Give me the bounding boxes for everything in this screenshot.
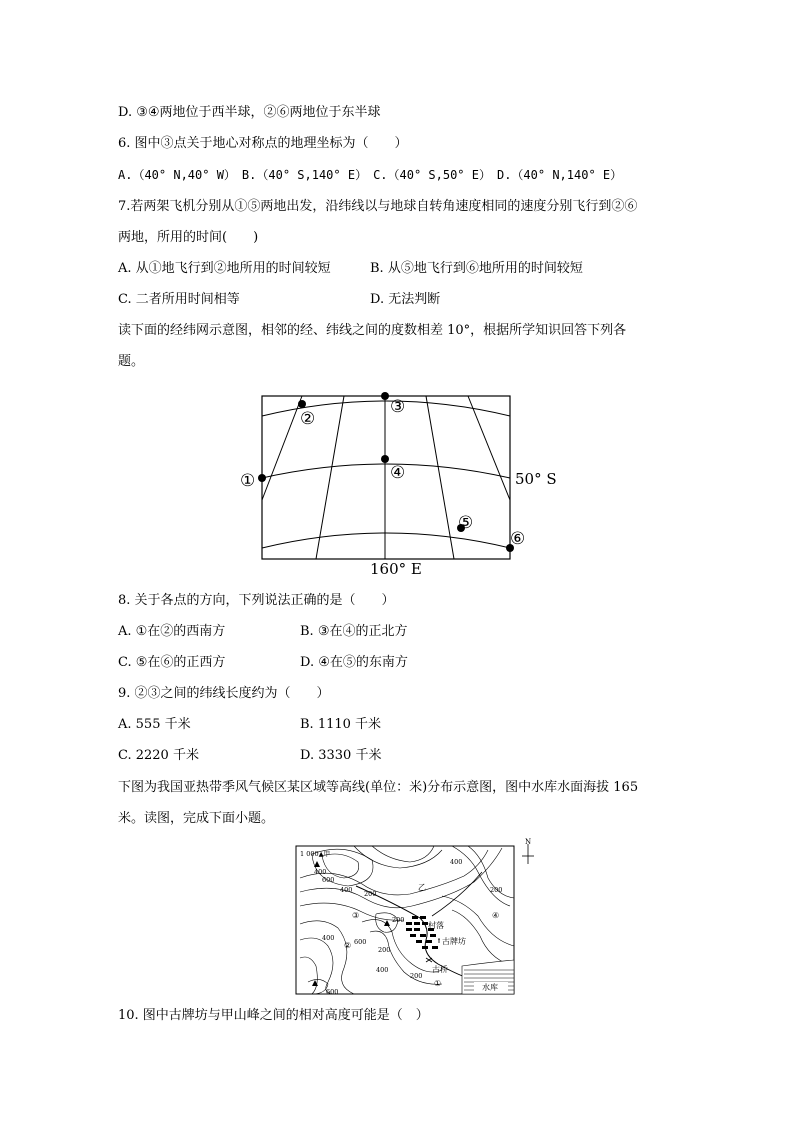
- contour-label-600-c: 600: [326, 988, 339, 996]
- num-4-label: ④: [492, 911, 500, 920]
- label-point-4: ④: [390, 463, 406, 483]
- q9-option-a: A. 555 千米: [118, 717, 191, 732]
- num-2-label: ②: [344, 941, 352, 950]
- contour-label-400-e: 400: [376, 966, 389, 974]
- contour-intro-line2: 米。读图，完成下面小题。: [118, 811, 275, 826]
- contour-label-400-a: 400: [314, 868, 327, 876]
- q5-option-d: D. ③④两地位于西半球，②⑥两地位于东半球: [118, 105, 381, 120]
- label-50s: 50° S: [515, 470, 557, 488]
- q8-option-c: C. ⑤在⑥的正西方: [118, 655, 226, 670]
- contour-label-200-e: 200: [410, 972, 423, 980]
- contour-label-200-a: 200: [364, 890, 377, 898]
- q8-option-d: D. ④在⑤的东南方: [300, 655, 408, 670]
- label-160e: 160° E: [370, 560, 422, 578]
- contour-map: [292, 836, 544, 998]
- contour-label-400-c: 400: [450, 858, 463, 866]
- q7-option-b: B. 从⑤地飞行到⑥地所用的时间较短: [370, 261, 583, 276]
- reservoir-label: 水库: [482, 983, 498, 992]
- grid-intro-line1: 读下面的经纬网示意图，相邻的经、纬线之间的度数相差 10°，根据所学知识回答下列各: [118, 323, 627, 338]
- num-3-label: ③: [352, 911, 360, 920]
- north-label: N: [525, 838, 532, 846]
- contour-label-600-a: 600: [322, 876, 335, 884]
- point-4: [381, 455, 389, 463]
- point-1: [258, 474, 266, 482]
- point-2: [298, 400, 306, 408]
- q9-stem: 9. ②③之间的纬线长度约为（ ）: [118, 686, 330, 701]
- q10-stem: 10. 图中古牌坊与甲山峰之间的相对高度可能是（ ）: [118, 1008, 429, 1023]
- q7-option-d: D. 无法判断: [370, 292, 441, 307]
- bridge-label: 古桥: [432, 965, 448, 974]
- contour-label-200-d: 200: [378, 946, 391, 954]
- label-point-5: ⑤: [458, 513, 474, 533]
- q7-stem-line2: 两地，所用的时间( ): [118, 230, 259, 245]
- meridian-2: [316, 396, 344, 559]
- contour-label-200-c: 200: [392, 916, 405, 924]
- grid-intro-line2: 题。: [118, 354, 145, 369]
- q7-option-c: C. 二者所用时间相等: [118, 292, 240, 307]
- yi-label: 乙: [418, 883, 426, 892]
- parallel-bottom: [262, 533, 510, 548]
- contour-label-200-b: 200: [490, 886, 503, 894]
- q7-stem-line1: 7.若两架飞机分别从①⑤两地出发，沿纬线以与地球自转角速度相同的速度分别飞行到②⑥: [118, 199, 638, 214]
- label-point-6: ⑥: [510, 529, 526, 549]
- q6-stem: 6. 图中③点关于地心对称点的地理坐标为（ ）: [118, 136, 408, 151]
- point-3: [381, 392, 389, 400]
- parallel-50s: [262, 464, 510, 478]
- num-1-label: ①: [434, 979, 442, 988]
- contour-intro-line1: 下图为我国亚热带季风气候区某区域等高线(单位：米)分布示意图，图中水库水面海拔 165: [118, 780, 639, 795]
- q6-options: A.（40° N,40° W） B.（40° S,140° E） C.（40° S,50° E） D.（40° N,140° E）: [118, 168, 623, 182]
- q9-option-b: B. 1110 千米: [300, 717, 382, 732]
- contour-label-600-b: 600: [354, 938, 367, 946]
- q8-option-b: B. ③在④的正北方: [300, 624, 408, 639]
- arch-label: 古牌坊: [442, 937, 466, 946]
- label-point-1: ①: [240, 471, 256, 491]
- village-label: 村落: [428, 921, 444, 930]
- q8-option-a: A. ①在②的西南方: [118, 624, 226, 639]
- q9-option-c: C. 2220 千米: [118, 748, 199, 763]
- q7-option-a: A. 从①地飞行到②地所用的时间较短: [118, 261, 331, 276]
- contour-label-400-d: 400: [322, 934, 335, 942]
- q9-option-d: D. 3330 千米: [300, 748, 382, 763]
- q8-stem: 8. 关于各点的方向，下列说法正确的是（ ）: [118, 593, 395, 608]
- north-arrow-icon: [522, 844, 534, 864]
- label-point-3: ③: [390, 397, 406, 417]
- contour-label-400-b: 400: [340, 886, 353, 894]
- label-point-2: ②: [300, 409, 316, 429]
- graticule-map: [238, 388, 568, 580]
- peak-jia-label: 1 000▲甲: [300, 850, 331, 858]
